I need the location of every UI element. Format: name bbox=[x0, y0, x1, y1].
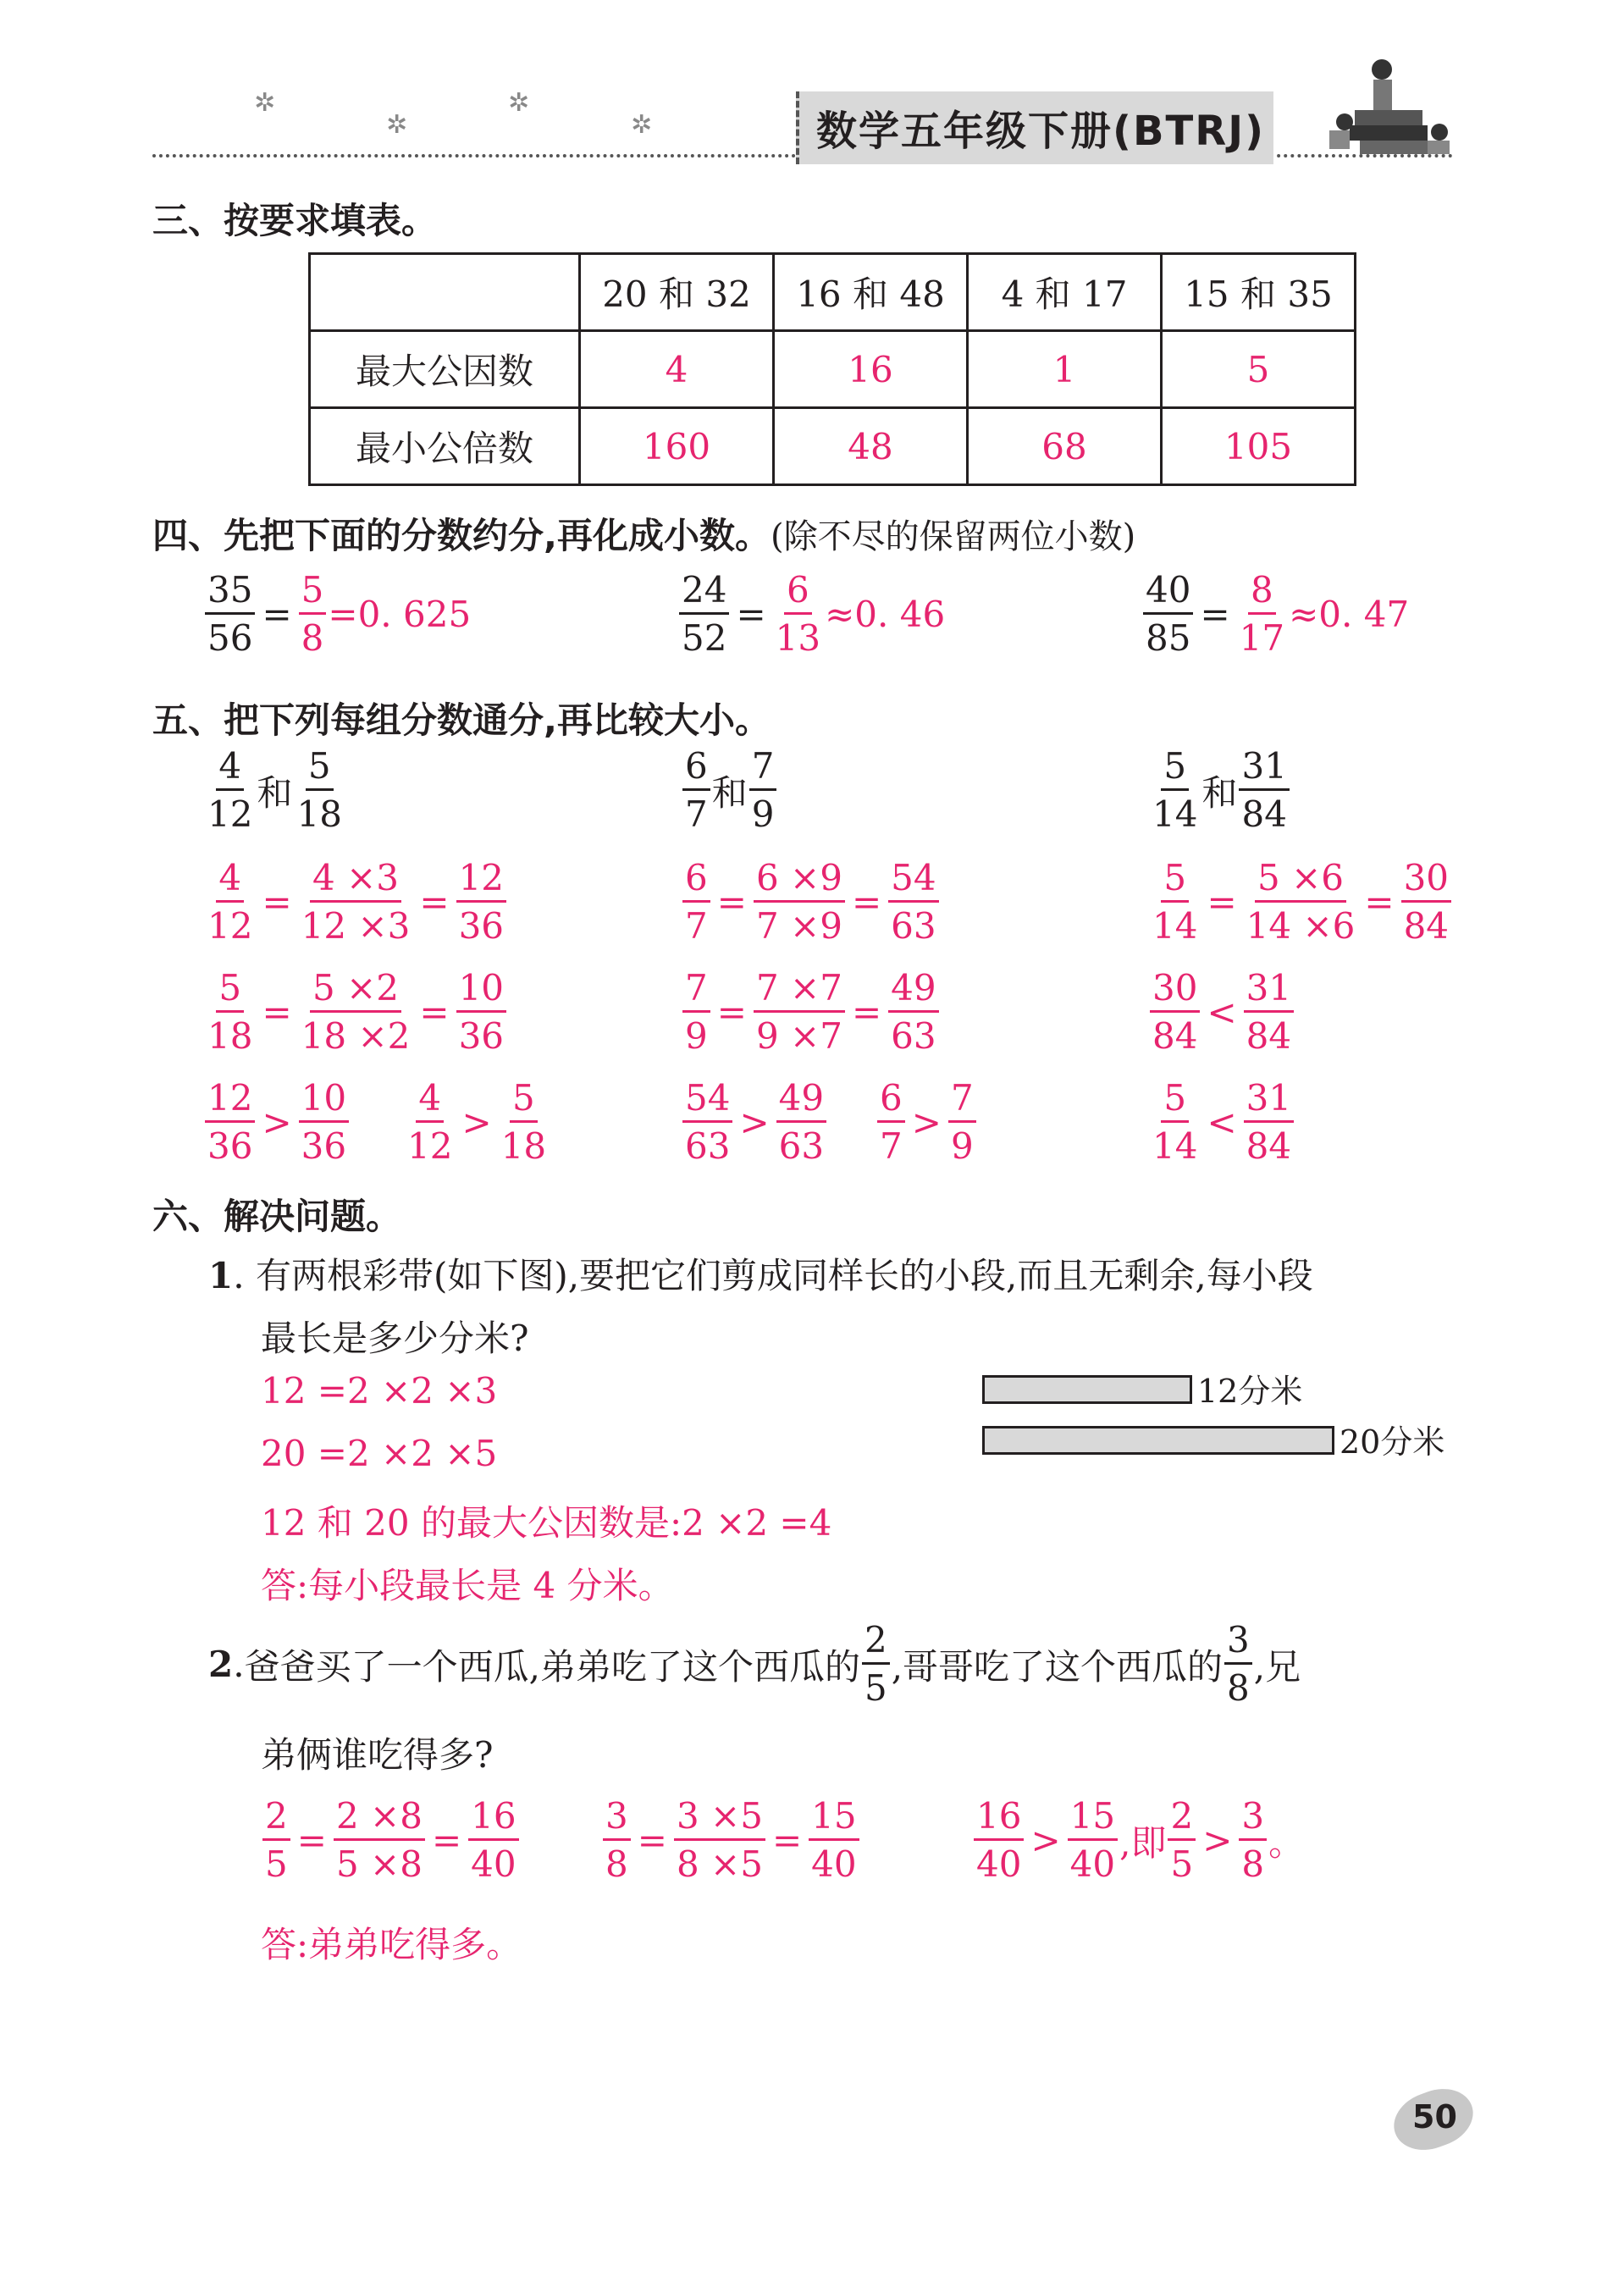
row-label: 最大公因数 bbox=[310, 331, 580, 408]
fraction: $\frac{8}{17}$ bbox=[1239, 569, 1285, 659]
comparison: $\frac{5}{14}$ < $\frac{31}{84}$ bbox=[1148, 1080, 1295, 1164]
common-denominator-step: $\frac{5}{14}$ = $\frac{5 \times 6}{14 \times 6}$ = $\frac{30}{84}$ bbox=[1148, 860, 1453, 944]
table-cell: 16 bbox=[774, 331, 968, 408]
section-4-note: (除不尽的保留两位小数) bbox=[770, 517, 1136, 556]
table-cell: 68 bbox=[968, 408, 1162, 485]
and-label: 和 bbox=[257, 771, 293, 814]
table-header-cell: 16 和 48 bbox=[774, 254, 968, 331]
table-header-cell: 4 和 17 bbox=[968, 254, 1162, 331]
table-cell: 4 bbox=[580, 331, 774, 408]
problem-number: 1 bbox=[208, 1255, 234, 1296]
table-cell: 105 bbox=[1162, 408, 1356, 485]
table-row bbox=[310, 408, 1356, 485]
ribbon-label: 12分米 bbox=[1197, 1373, 1303, 1410]
table-header-cell: 15 和 35 bbox=[1162, 254, 1356, 331]
fraction-pair: $\frac{6}{7}$ 和 $\frac{7}{9}$ bbox=[681, 749, 778, 832]
section-4-heading: 四、先把下面的分数约分,再化成小数。 bbox=[152, 515, 771, 556]
section-4-title bbox=[152, 508, 1135, 559]
problem-2-text: 2 . 爸爸买了一个西瓜,弟弟吃了这个西瓜的 $\frac{2}{5}$ ,哥哥吃了这个西瓜的 $\frac{3}{8}$ ,兄 bbox=[208, 1619, 1301, 1709]
decimal-result: ≈0. 47 bbox=[1289, 594, 1410, 635]
problem-1-text-line2: 最长是多少分米? bbox=[261, 1318, 529, 1359]
problem-number: 2 bbox=[208, 1644, 234, 1685]
answer-statement: 答:弟弟吃得多。 bbox=[261, 1924, 522, 1965]
answer-line: 12 和 20 的最大公因数是:2 ×2 =4 bbox=[261, 1502, 832, 1544]
decimal-result: =0. 625 bbox=[328, 594, 472, 635]
row-label: 最小公倍数 bbox=[310, 408, 580, 485]
common-denominator-step: $\frac{2}{5}$ = $\frac{2 \times 8}{5 \times 8}$ = $\frac{16}{40}$ bbox=[261, 1799, 521, 1882]
common-denominator-step: $\frac{3}{8}$ = $\frac{3 \times 5}{8 \times 5}$ = $\frac{15}{40}$ bbox=[601, 1799, 861, 1882]
table-cell: 5 bbox=[1162, 331, 1356, 408]
reduce-expression: $\frac{24}{52}$ = $\frac{6}{13}$ ≈0. 46 bbox=[677, 572, 945, 656]
comparison: $\frac{12}{36}$ > $\frac{10}{36}$ bbox=[203, 1080, 351, 1164]
fraction: $\frac{35}{56}$ bbox=[205, 572, 255, 656]
section-6-title: 六、解决问题。 bbox=[152, 1196, 402, 1237]
table-cell: 160 bbox=[580, 408, 774, 485]
fraction: $\frac{5}{8}$ bbox=[299, 572, 327, 656]
decorative-asterisk-icon: ✲ bbox=[508, 88, 530, 118]
answer-statement: 答:每小段最长是 4 分米。 bbox=[261, 1565, 674, 1606]
ribbon-12dm bbox=[982, 1375, 1192, 1404]
header-divider bbox=[152, 154, 796, 157]
gcd-lcm-table bbox=[308, 252, 1356, 486]
reduce-expression: $\frac{40}{85}$ = $\frac{8}{17}$ ≈0. 47 bbox=[1141, 572, 1409, 656]
problem-1-text: 1. 有两根彩带(如下图),要把它们剪成同样长的小段,而且无剩余,每小段 bbox=[208, 1255, 1313, 1296]
table-header-cell bbox=[310, 254, 580, 331]
book-title: 数学五年级下册(BTRJ) bbox=[816, 108, 1266, 155]
reduce-expression: $\frac{35}{56}$ = $\frac{5}{8}$ =0. 625 bbox=[203, 572, 471, 656]
common-denominator-step: $\frac{6}{7}$ = $\frac{6 \times 9}{7 \times 9}$ = $\frac{54}{63}$ bbox=[681, 860, 941, 944]
comparison: $\frac{4}{12}$ > $\frac{5}{18}$ bbox=[407, 1077, 547, 1167]
table-row bbox=[310, 331, 1356, 408]
table-cell: 1 bbox=[968, 331, 1162, 408]
page-number: 50 bbox=[1412, 2098, 1457, 2136]
ribbon-20dm bbox=[982, 1426, 1334, 1455]
answer-line: 20 =2 ×2 ×5 bbox=[261, 1433, 498, 1474]
section-5-title: 五、把下列每组分数通分,再比较大小。 bbox=[152, 699, 771, 741]
problem-2-text-line2: 弟俩谁吃得多? bbox=[261, 1734, 494, 1776]
comparison: $\frac{54}{63}$ > $\frac{49}{63}$ bbox=[681, 1080, 828, 1164]
fraction: $\frac{40}{85}$ bbox=[1143, 572, 1193, 656]
fraction-pair: $\frac{4}{12}$ 和 $\frac{5}{18}$ bbox=[207, 745, 342, 835]
comparison: $\frac{6}{7}$ > $\frac{7}{9}$ bbox=[876, 1080, 978, 1164]
decorative-asterisk-icon: ✲ bbox=[386, 110, 408, 140]
fraction-pair: $\frac{5}{14}$ 和 $\frac{31}{84}$ bbox=[1148, 749, 1291, 832]
section-3-title: 三、按要求填表。 bbox=[152, 200, 438, 241]
decorative-asterisk-icon: ✲ bbox=[254, 88, 276, 118]
and-label: 和 bbox=[1201, 771, 1238, 814]
decorative-asterisk-icon: ✲ bbox=[631, 110, 653, 140]
decimal-result: ≈0. 46 bbox=[825, 594, 946, 635]
table-header-row bbox=[310, 254, 1356, 331]
fraction: $\frac{6}{13}$ bbox=[775, 569, 821, 659]
table-header-cell: 20 和 32 bbox=[580, 254, 774, 331]
ribbon-label: 20分米 bbox=[1340, 1423, 1445, 1461]
reading-children-icon bbox=[1321, 51, 1456, 161]
answer-line: 12 =2 ×2 ×3 bbox=[261, 1370, 498, 1412]
common-denominator-step: $\frac{4}{12}$ = $\frac{4 \times 3}{12 \times 3}$ = $\frac{12}{36}$ bbox=[203, 860, 508, 944]
and-label: 和 bbox=[711, 771, 748, 814]
comparison: $\frac{16}{40}$ > $\frac{15}{40}$ ,即 $\frac{2}{5}$ > $\frac{3}{8}$ 。 bbox=[972, 1799, 1304, 1882]
fraction: $\frac{24}{52}$ bbox=[679, 572, 729, 656]
common-denominator-step: $\frac{7}{9}$ = $\frac{7 \times 7}{9 \times 7}$ = $\frac{49}{63}$ bbox=[681, 970, 941, 1054]
comparison: $\frac{30}{84}$ < $\frac{31}{84}$ bbox=[1148, 970, 1295, 1054]
table-cell: 48 bbox=[774, 408, 968, 485]
common-denominator-step: $\frac{5}{18}$ = $\frac{5 \times 2}{18 \times 2}$ = $\frac{10}{36}$ bbox=[203, 970, 508, 1054]
